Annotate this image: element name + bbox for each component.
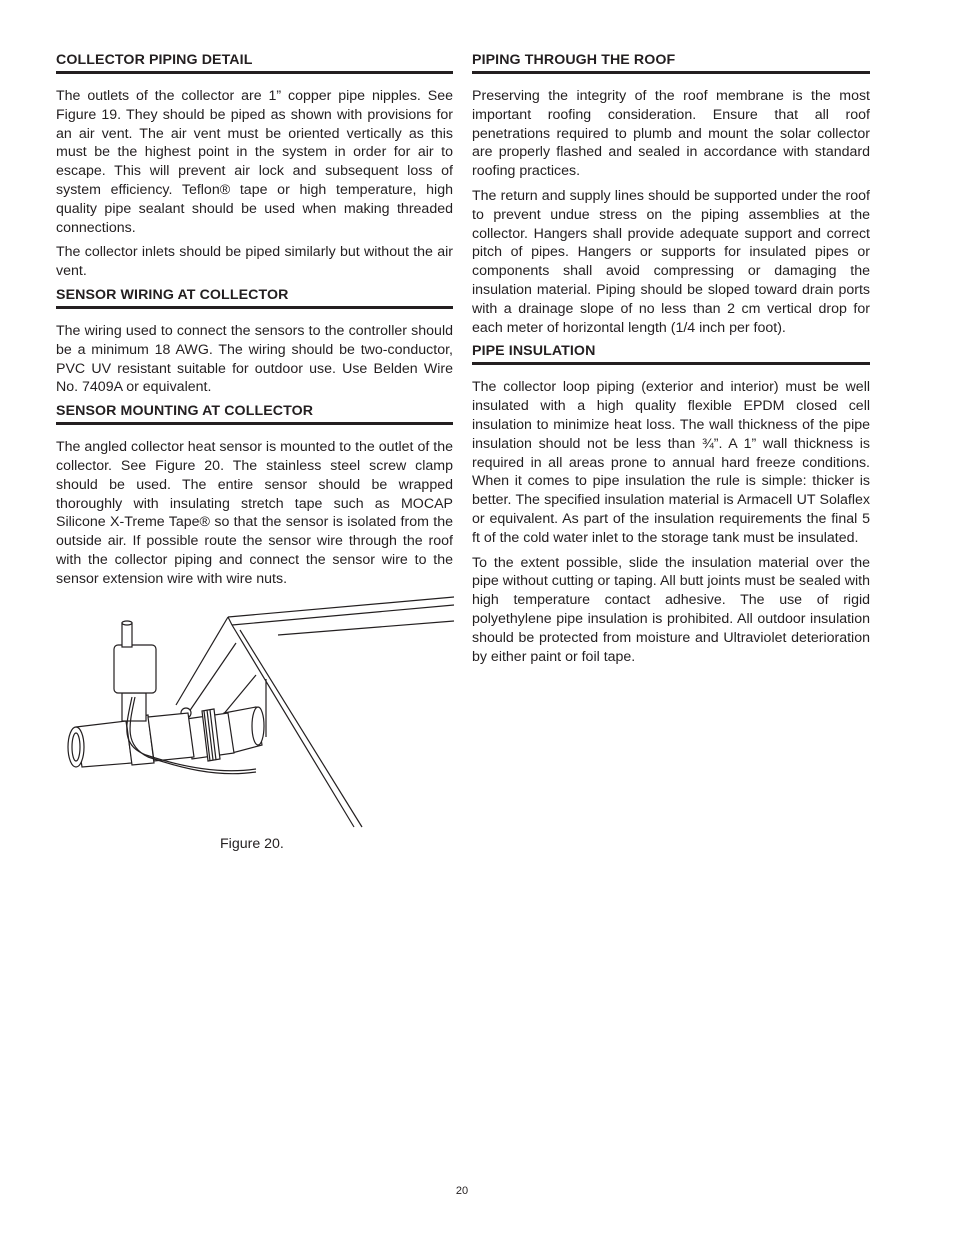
left-column bbox=[56, 52, 453, 595]
paragraph: The return and supply lines should be supported under the roof to prevent undue stress on the piping assemblies at the collector. Hangers shall provide adequate support and correct pitch of pipes. Hangers or supports for insulated pipes or components shall avoid compressing or damaging the insulation material. Piping should be sloped toward drain ports with a drainage slope of no less than 2 cm vertical drop for each meter of horizontal length (1/4 inch per foot). bbox=[472, 187, 870, 336]
section-collector-piping-detail bbox=[56, 52, 453, 281]
figure-caption: Figure 20. bbox=[220, 836, 284, 852]
section-pipe-insulation bbox=[472, 343, 870, 666]
page-number: 20 bbox=[455, 1185, 469, 1197]
right-column bbox=[472, 52, 870, 672]
figure-20-illustration bbox=[56, 595, 456, 830]
section-heading: SENSOR MOUNTING AT COLLECTOR bbox=[56, 403, 453, 425]
paragraph: To the extent possible, slide the insulation material over the pipe without cutting or taping. All butt joints must be sealed with high temperature contact adhesive. The use of rigid polyethylene pipe insulation is prohibited. All outdoor insulation should be protected from moisture and Ultraviolet deterioration by either paint or foil tape. bbox=[472, 554, 870, 665]
paragraph: The outlets of the collector are 1” copper pipe nipples. See Figure 19. They should be piped as shown with provisions for an air vent. The air vent must be oriented vertically as this must be the highest point in the system in order for air to escape. This will prevent air lock and subsequent loss of system efficiency. Teflon® tape or high temperature, high quality pipe sealant should be used when making threaded connections. bbox=[56, 88, 453, 236]
paragraph: The angled collector heat sensor is mounted to the outlet of the collector. See Figure 20. The stainless steel screw clamp should be used. The entire sensor should be wrapped thoroughly with insulating stretch tape such as MOCAP Silicone X-Treme Tape® so that the sensor is isolated from the outside air. If possible route the sensor wire through the roof with the collector piping and connect the sensor wire to the sensor extension wire with wire nuts. bbox=[56, 439, 453, 587]
section-heading: PIPE INSULATION bbox=[472, 343, 870, 365]
paragraph: Preserving the integrity of the roof membrane is the most important roofing consideration. Ensure that all roof penetrations required to plumb and mount the solar collector are properly flashed and sealed in accordance with standard roofing practices. bbox=[472, 88, 870, 180]
section-heading: COLLECTOR PIPING DETAIL bbox=[56, 52, 453, 74]
paragraph: The collector inlets should be piped similarly but without the air vent. bbox=[56, 244, 453, 280]
paragraph: The collector loop piping (exterior and interior) must be well insulated with a high quality flexible EPDM closed cell insulation to minimize heat loss. The wall thickness of the pipe insulation should not be less than ¾”. A 1” wall thickness is required in all areas prone to annual hard freeze conditions. When it comes to pipe insulation the rule is simple: thicker is better. The specified insulation material is Armacell UT Solaflex or equivalent. As part of the insulation requirements the final 5 ft of the cold water inlet to the storage tank must be insulated. bbox=[472, 379, 870, 546]
section-heading: SENSOR WIRING AT COLLECTOR bbox=[56, 287, 453, 309]
section-sensor-wiring bbox=[56, 287, 453, 397]
paragraph: The wiring used to connect the sensors to the controller should be a minimum 18 AWG. The wiring should be two-conductor, PVC UV resistant suitable for outdoor use. Use Belden Wire No. 7409A or equivalent. bbox=[56, 322, 453, 396]
collector-frame bbox=[176, 597, 454, 827]
collector-outlet-pipe bbox=[68, 621, 264, 767]
section-sensor-mounting bbox=[56, 403, 453, 588]
section-heading: PIPING THROUGH THE ROOF bbox=[472, 52, 870, 74]
section-piping-through-roof bbox=[472, 52, 870, 337]
